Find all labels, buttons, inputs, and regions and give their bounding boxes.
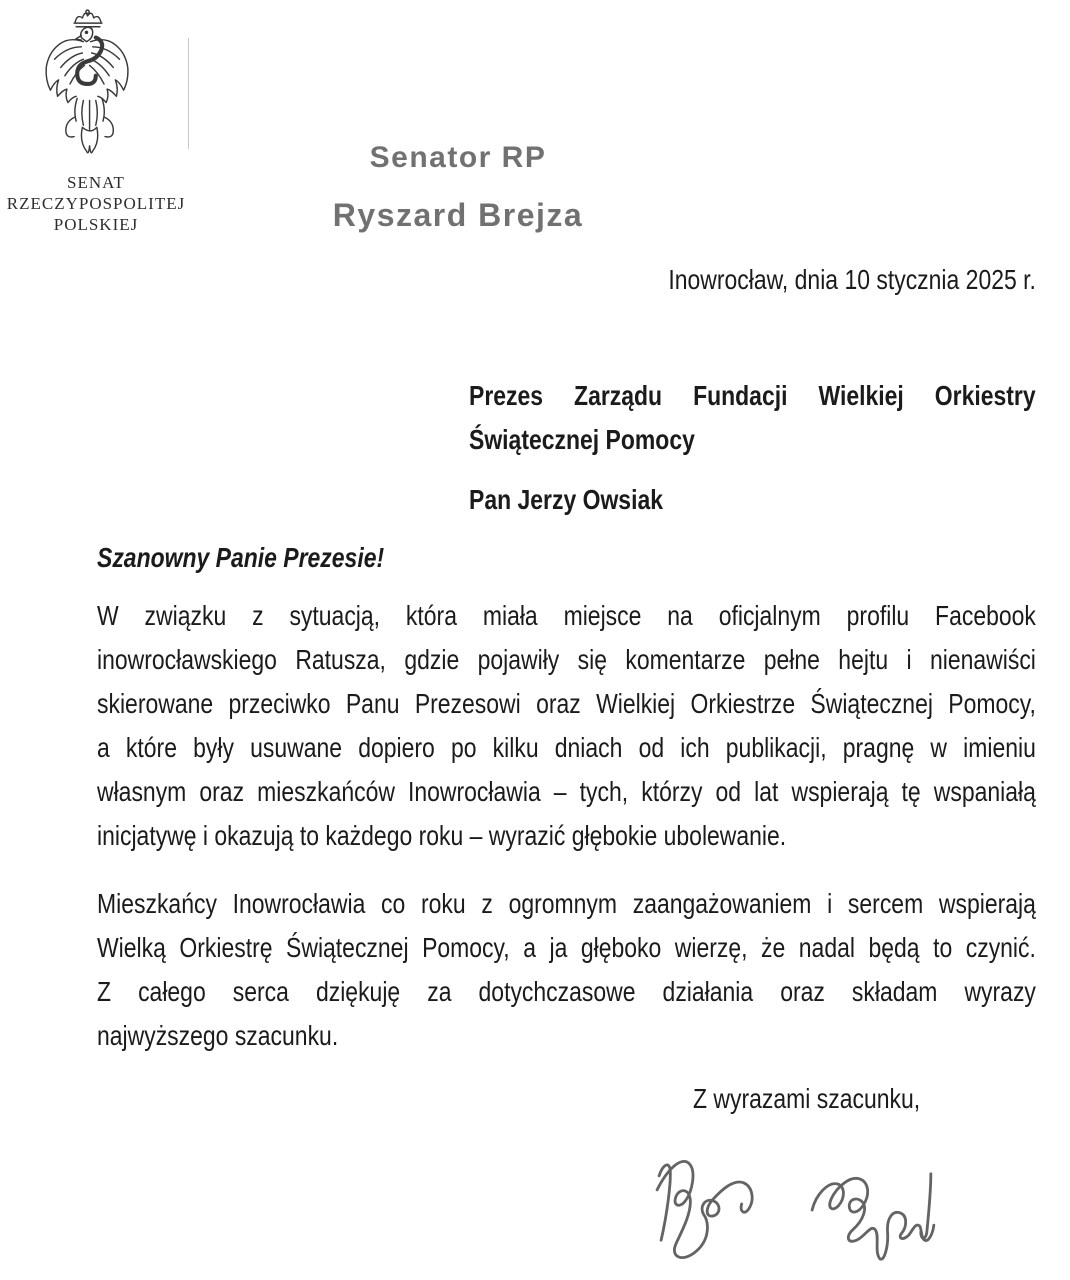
sender-block — [298, 141, 618, 233]
sender-name: Ryszard Brejza — [332, 197, 584, 233]
closing-phrase: Z wyrazami szacunku, — [693, 1083, 921, 1114]
crest-caption-line: SENAT — [67, 173, 125, 192]
body-line: Mieszkańcy Inowrocławia co roku z ogromnym zaangażowaniem i sercem wspierają — [97, 888, 1036, 919]
addressee-block — [469, 374, 1036, 522]
body-line: skierowane przeciwko Panu Prezesowi oraz Wielkiej Orkiestrze Świątecznej Pomocy, — [97, 688, 1036, 719]
salutation: Szanowny Panie Prezesie! — [97, 542, 385, 573]
body-line: a które były usuwane dopiero po kilku dniach od ich publikacji, pragnę w imieniu — [97, 732, 1036, 763]
crest-caption-line: POLSKIEJ — [53, 215, 139, 234]
dateline: Inowrocław, dnia 10 stycznia 2025 r. — [668, 264, 1036, 295]
body-paragraph-2 — [97, 882, 1036, 1058]
crest-caption — [4, 172, 188, 235]
body-line: Wielką Orkiestrę Świątecznej Pomocy, a ja głęboko wierzę, że nadal będą to czynić. — [97, 932, 1036, 963]
body-paragraph-1 — [97, 594, 1036, 858]
body-line: inowrocławskiego Ratusza, gdzie pojawiły się komentarze pełne hejtu i nienawiści — [97, 644, 1036, 675]
body-line: własnym oraz mieszkańców Inowrocławia – tych, którzy od lat wspierają tę wspaniałą — [97, 776, 1036, 807]
sender-title: Senator RP — [369, 141, 547, 174]
body-line: najwyższego szacunku. — [97, 1020, 339, 1051]
handwritten-signature — [643, 1146, 955, 1268]
senate-eagle-crest-icon — [38, 6, 136, 164]
body-line: W związku z sytuacją, która miała miejsce na oficjalnym profilu Facebook — [97, 600, 1036, 631]
crest-caption-line: RZECZYPOSPOLITEJ — [6, 194, 186, 213]
addressee-line: Prezes Zarządu Fundacji Wielkiej Orkiestry — [469, 380, 1036, 411]
addressee-name: Pan Jerzy Owsiak — [469, 484, 663, 515]
letterhead-divider — [188, 38, 189, 149]
body-line: Z całego serca dziękuję za dotychczasowe działania oraz składam wyrazy — [97, 976, 1036, 1007]
addressee-line: Świątecznej Pomocy — [469, 424, 695, 455]
body-line: inicjatywę i okazują to każdego roku – wyrazić głębokie ubolewanie. — [97, 820, 787, 851]
